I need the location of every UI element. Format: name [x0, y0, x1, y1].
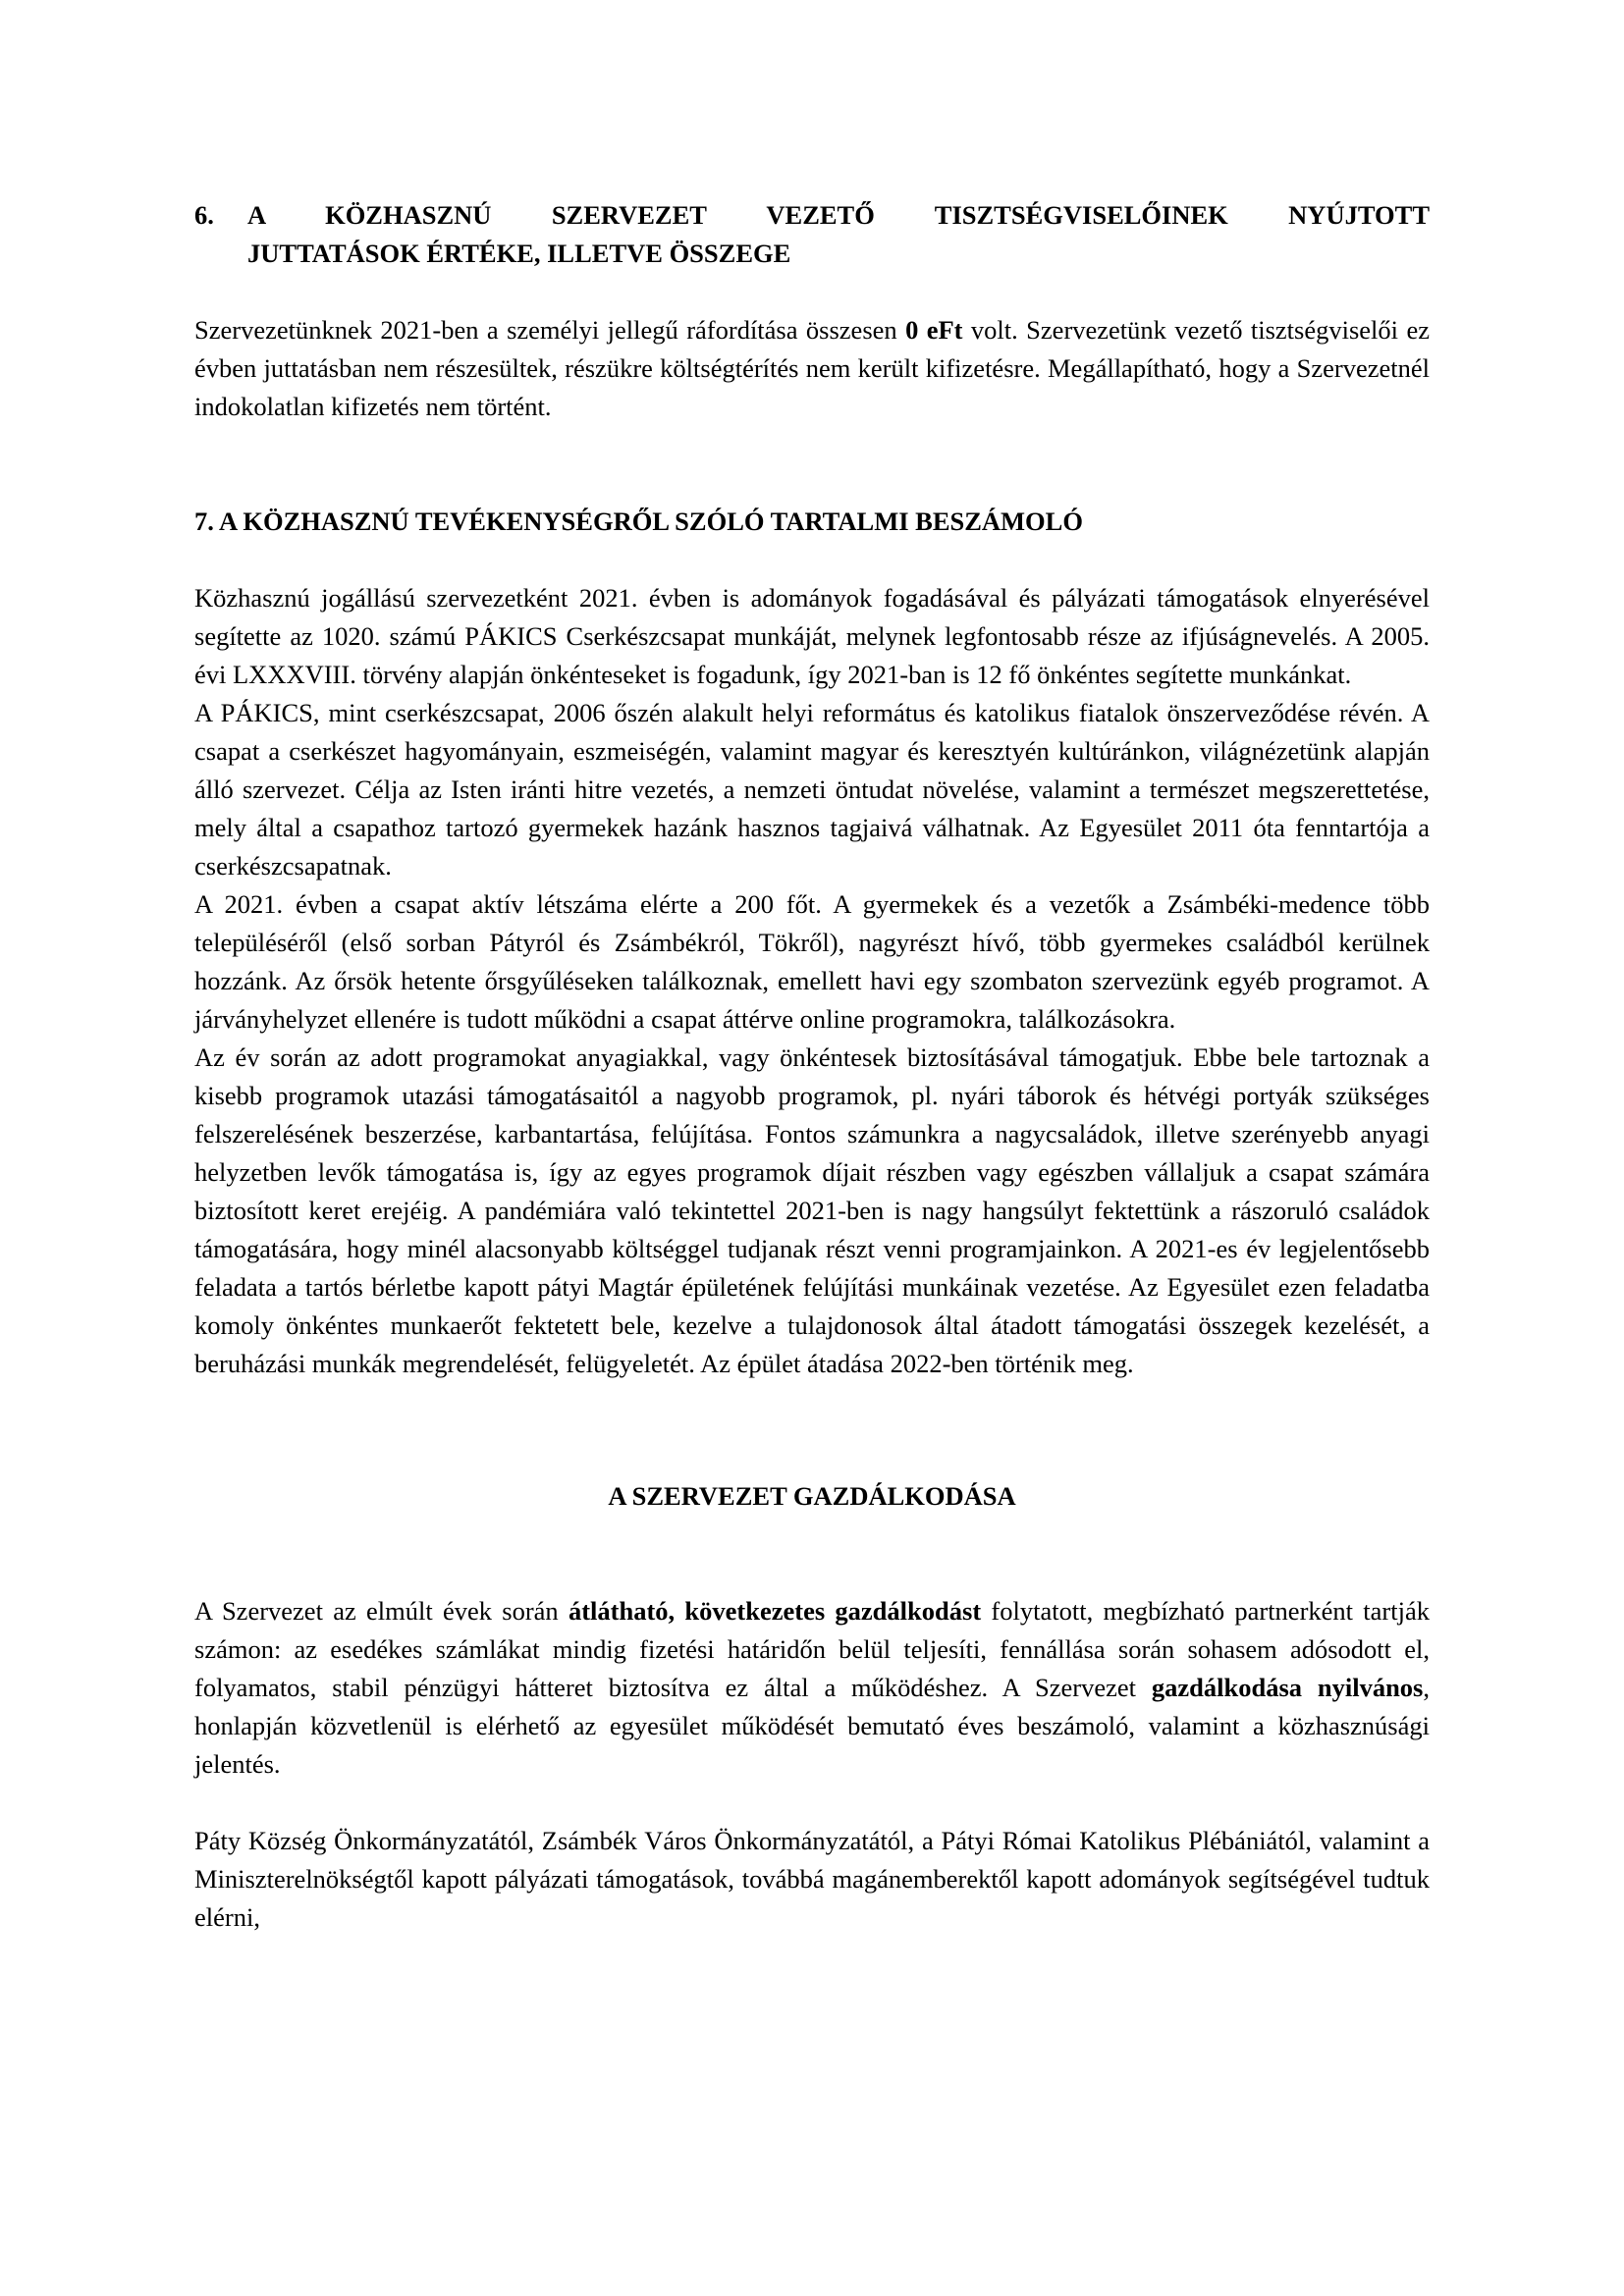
- gazdalkodas-text-e: , honlapján közvetlenül is elérhető az egyesület működését bemutató éves beszámoló, valamint a közhasznúsági jelentés.: [194, 1673, 1430, 1779]
- section-6-heading: [194, 196, 1430, 273]
- document-page: [194, 196, 1430, 1937]
- gazdalkodas-heading: A SZERVEZET GAZDÁLKODÁSA: [608, 1481, 1016, 1511]
- section-6-text-a: Szervezetünknek 2021-ben a személyi jellegű ráfordítása összesen: [194, 315, 906, 345]
- section-6-amount: 0 eFt: [905, 315, 963, 345]
- section-6-number: 6.: [194, 200, 214, 230]
- section-7-heading: 7. A KÖZHASZNÚ TEVÉKENYSÉGRŐL SZÓLÓ TARTALMI BESZÁMOLÓ: [194, 507, 1083, 536]
- gazdalkodas-paragraph-1: [194, 1592, 1430, 1784]
- section-7-paragraph-4: Az év során az adott programokat anyagiakkal, vagy önkéntesek biztosításával támogatjuk. Ebbe bele tartoznak a kisebb programok utazási támogatásaitól a nagyobb programok, pl. nyári táborok és hétvégi portyák szükséges felszerelésének beszerzése, karbantartása, felújítása. Fontos számunkra a nagycsaládok, illetve szerényebb anyagi helyzetben levők támogatása is, így az egyes programok díjait részben vagy egészben vállaljuk a csapat számára biztosított keret erejéig. A pandémiára való tekintettel 2021-ben is nagy hangsúlyt fektettünk a rászoruló családok támogatására, hogy minél alacsonyabb költséggel tudjanak részt venni programjainkon. A 2021-es év legjelentősebb feladata a tartós bérletbe kapott pátyi Magtár épületének felújítási munkáinak vezetése. Az Egyesület ezen feladatba komoly önkéntes munkaerőt fektetett bele, kezelve a tulajdonosok által átadott támogatási összegek kezelését, a beruházási munkák megrendelését, felügyeletét. Az épület átadása 2022-ben történik meg.: [194, 1042, 1430, 1378]
- gazdalkodas-paragraph-2: Páty Község Önkormányzatától, Zsámbék Város Önkormányzatától, a Pátyi Római Katolikus Plébániától, valamint a Miniszterelnökségtől kapott pályázati támogatások, továbbá magánemberektől kapott adományok segítségével tudtuk elérni,: [194, 1826, 1430, 1932]
- section-7-paragraph-3: A 2021. évben a csapat aktív létszáma elérte a 200 főt. A gyermekek és a vezetők a Zsámbéki-medence több településéről (első sorban Pátyról és Zsámbékról, Tökről), nagyrészt hívő, több gyermekes családból kerülnek hozzánk. Az őrsök hetente őrsgyűléseken találkoznak, emellett havi egy szombaton szervezünk egyéb programot. A járványhelyzet ellenére is tudott működni a csapat áttérve online programokra, találkozásokra.: [194, 889, 1430, 1034]
- section-7-body: [194, 579, 1430, 1383]
- section-6-text-b: volt. Szervezetünk vezető tisztségviselői ez évben juttatásban nem részesültek, részükre költségtérítés nem került kifizetésre. Megállapítható, hogy a Szervezetnél indokolatlan kifizetés nem történt.: [194, 315, 1430, 421]
- section-6-paragraph: [194, 311, 1430, 426]
- section-6-title-line1: A KÖZHASZNÚ SZERVEZET VEZETŐ TISZTSÉGVISELŐINEK NYÚJTOTT: [247, 200, 1430, 230]
- section-6-title-line2: JUTTATÁSOK ÉRTÉKE, ILLETVE ÖSSZEGE: [247, 239, 791, 268]
- gazdalkodas-text-c: folytatott, megbízható partnerként tartják számon: az esedékes számlákat mindig fizetési határidőn belül teljesíti, fennállása során sohasem adósodott el, folyamatos, stabil pénzügyi hátteret biztosítva ez által a működéshez. A Szervezet: [194, 1596, 1430, 1702]
- gazdalkodas-bold-b: gazdálkodása nyilvános: [1151, 1673, 1424, 1702]
- section-7-paragraph-2: A PÁKICS, mint cserkészcsapat, 2006 őszén alakult helyi református és katolikus fiatalok önszerveződése révén. A csapat a cserkészet hagyományain, eszmeiségén, valamint magyar és keresztyén kultúránkon, világnézetünk alapján álló szervezet. Célja az Isten iránti hitre vezetés, a nemzeti öntudat növelése, valamint a természet megszerettetése, mely által a csapathoz tartozó gyermekek hazánk hasznos tagjaivá válhatnak. Az Egyesület 2011 óta fenntartója a cserkészcsapatnak.: [194, 698, 1430, 881]
- section-7-paragraph-1: Közhasznú jogállású szervezetként 2021. évben is adományok fogadásával és pályázati támogatások elnyerésével segítette az 1020. számú PÁKICS Cserkészcsapat munkáját, melynek legfontosabb része az ifjúságnevelés. A 2005. évi LXXXVIII. törvény alapján önkénteseket is fogadunk, így 2021-ban is 12 fő önkéntes segítette munkánkat.: [194, 583, 1430, 689]
- gazdalkodas-bold-a: átlátható, következetes gazdálkodást: [568, 1596, 982, 1626]
- gazdalkodas-text-a: A Szervezet az elmúlt évek során: [194, 1596, 568, 1626]
